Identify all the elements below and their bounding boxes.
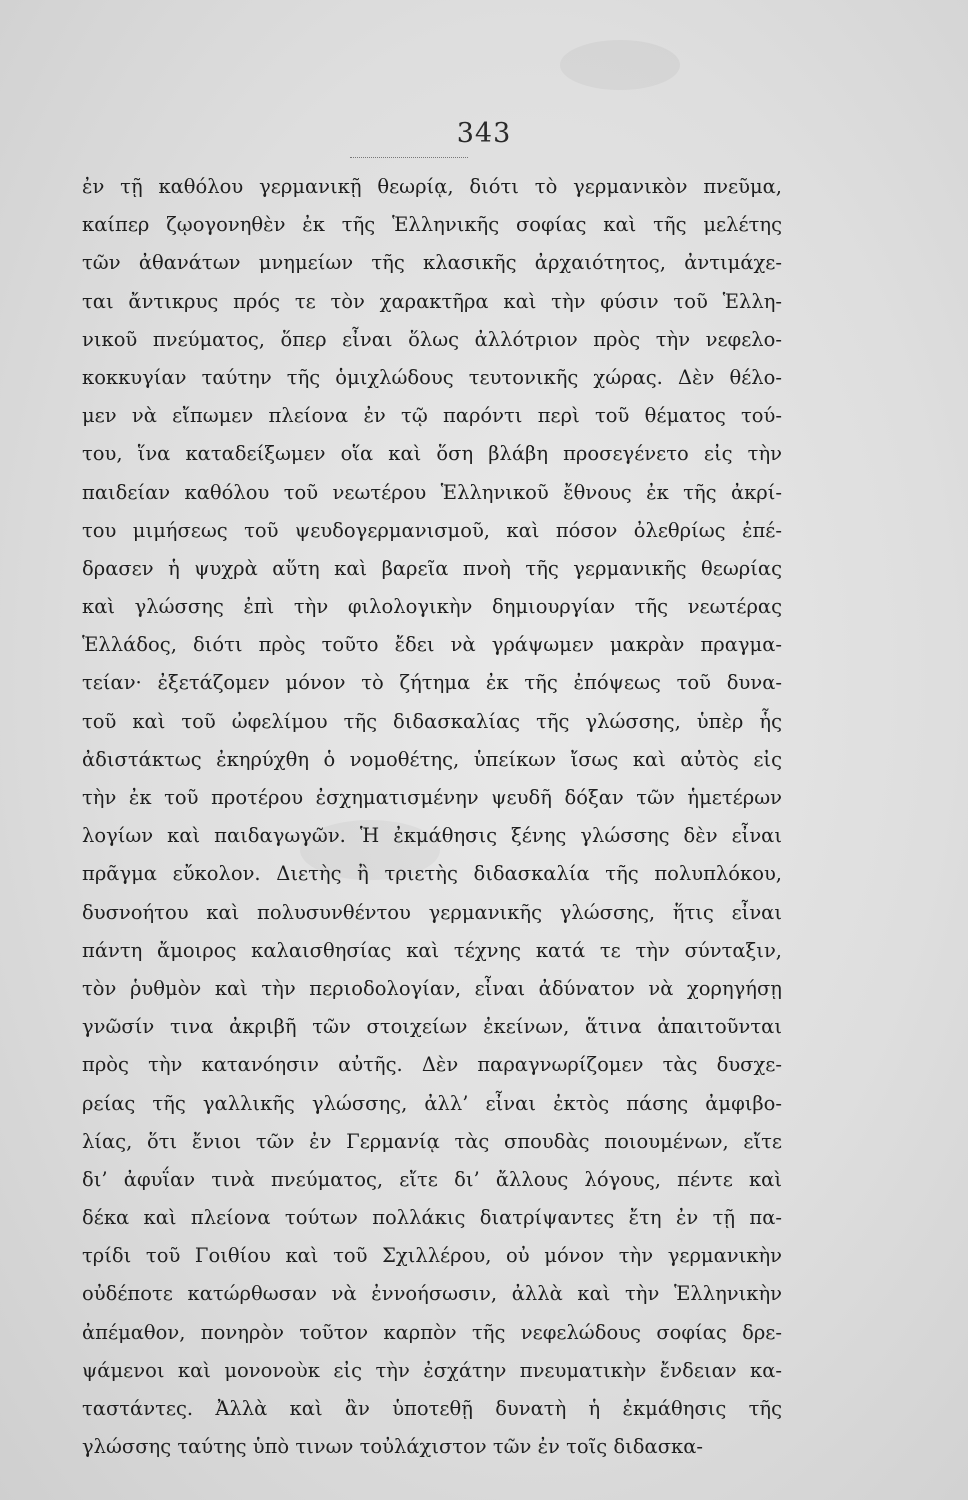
text-line: παιδείαν καθόλου τοῦ νεωτέρου Ἑλληνικοῦ ἔθνους ἐκ τῆς ἀκρί- bbox=[82, 480, 782, 504]
text-line: ψάμενοι καὶ μονονοὺκ εἰς τὴν ἐσχάτην πνευματικὴν ἔνδειαν κα- bbox=[82, 1358, 782, 1382]
text-line: δυσνοήτου καὶ πολυσυνθέντου γερμανικῆς γλώσσης, ἥτις εἶναι bbox=[82, 900, 782, 924]
body-text bbox=[82, 168, 782, 1466]
text-line: τὸν ῥυθμὸν καὶ τὴν περιοδολογίαν, εἶναι ἀδύνατον νὰ χορηγήσῃ bbox=[82, 976, 782, 1000]
text-line: ἀπέμαθον, πονηρὸν τοῦτον καρπὸν τῆς νεφελώδους σοφίας δρε- bbox=[82, 1320, 782, 1344]
text-line: ἀδιστάκτως ἐκηρύχθη ὁ νομοθέτης, ὑπείκων ἴσως καὶ αὐτὸς εἰς bbox=[82, 747, 782, 771]
text-line: πάντη ἄμοιρος καλαισθησίας καὶ τέχνης κατά τε τὴν σύνταξιν, bbox=[82, 938, 782, 962]
text-line: πρᾶγμα εὔκολον. Διετὴς ἢ τριετὴς διδασκαλία τῆς πολυπλόκου, bbox=[82, 862, 782, 886]
text-line: ταστάντες. Ἀλλὰ καὶ ἂν ὑποτεθῇ δυνατὴ ἡ ἐκμάθησις τῆς bbox=[82, 1397, 782, 1420]
text-line: ται ἄντικρυς πρός τε τὸν χαρακτῆρα καὶ τὴν φύσιν τοῦ Ἑλλη- bbox=[82, 289, 782, 313]
header-rule bbox=[350, 157, 468, 158]
text-line: τρίδι τοῦ Γοιθίου καὶ τοῦ Σχιλλέρου, οὐ μόνον τὴν γερμανικὴν bbox=[82, 1244, 782, 1268]
text-line: ρείας τῆς γαλλικῆς γλώσσης, ἀλλ’ εἶναι ἐκτὸς πάσης ἀμφιβο- bbox=[82, 1091, 782, 1115]
text-line: καὶ γλώσσης ἐπὶ τὴν φιλολογικὴν δημιουργίαν τῆς νεωτέρας bbox=[82, 595, 782, 619]
text-line: τῶν ἀθανάτων μνημείων τῆς κλασικῆς ἀρχαιότητος, ἀντιμάχε- bbox=[82, 251, 782, 275]
text-line: τοῦ καὶ τοῦ ὠφελίμου τῆς διδασκαλίας τῆς γλώσσης, ὑπὲρ ἧς bbox=[82, 709, 782, 733]
page-number: 343 bbox=[456, 118, 512, 149]
text-line: δέκα καὶ πλείονα τούτων πολλάκις διατρίψαντες ἔτη ἐν τῇ πα- bbox=[82, 1206, 782, 1230]
paper-stain bbox=[560, 40, 680, 90]
text-line: τείαν· ἐξετάζομεν μόνον τὸ ζήτημα ἐκ τῆς ἐπόψεως τοῦ δυνα- bbox=[82, 671, 782, 695]
text-line: λογίων καὶ παιδαγωγῶν. Ἡ ἐκμάθησις ξένης γλώσσης δὲν εἶναι bbox=[82, 824, 782, 848]
text-line: γνῶσίν τινα ἀκριβῆ τῶν στοιχείων ἐκείνων, ἅτινα ἀπαιτοῦνται bbox=[82, 1015, 782, 1039]
text-line: του, ἵνα καταδείξωμεν οἵα καὶ ὅση βλάβη προσεγένετο εἰς τὴν bbox=[82, 442, 782, 466]
text-line: τὴν ἐκ τοῦ προτέρου ἐσχηματισμένην ψευδῆ δόξαν τῶν ἡμετέρων bbox=[82, 786, 782, 809]
text-line: καίπερ ζῳογονηθὲν ἐκ τῆς Ἑλληνικῆς σοφίας καὶ τῆς μελέτης bbox=[82, 213, 782, 237]
text-line: νικοῦ πνεύματος, ὅπερ εἶναι ὅλως ἀλλότριον πρὸς τὴν νεφελο- bbox=[82, 327, 782, 351]
text-line: μεν νὰ εἴπωμεν πλείονα ἐν τῷ παρόντι περὶ τοῦ θέματος τού- bbox=[82, 404, 782, 428]
text-line: ἐν τῇ καθόλου γερμανικῇ θεωρίᾳ, διότι τὸ γερμανικὸν πνεῦμα, bbox=[82, 175, 782, 198]
text-line: κοκκυγίαν ταύτην τῆς ὁμιχλώδους τευτονικῆς χώρας. Δὲν θέλο- bbox=[82, 365, 782, 389]
text-line: του μιμήσεως τοῦ ψευδογερμανισμοῦ, καὶ πόσον ὀλεθρίως ἐπέ- bbox=[82, 518, 782, 542]
text-line: Ἑλλάδος, διότι πρὸς τοῦτο ἔδει νὰ γράψωμεν μακρὰν πραγμα- bbox=[82, 633, 782, 657]
text-line: οὐδέποτε κατώρθωσαν νὰ ἐννοήσωσιν, ἀλλὰ καὶ τὴν Ἑλληνικὴν bbox=[82, 1282, 782, 1306]
text-line: λίας, ὅτι ἔνιοι τῶν ἐν Γερμανίᾳ τὰς σπουδὰς ποιουμένων, εἴτε bbox=[82, 1129, 782, 1153]
text-line: δι’ ἀφυΐαν τινὰ πνεύματος, εἴτε δι’ ἄλλους λόγους, πέντε καὶ bbox=[82, 1167, 782, 1191]
text-line: γλώσσης ταύτης ὑπὸ τινων τοὐλάχιστον τῶν ἐν τοῖς διδασκα- bbox=[82, 1435, 703, 1459]
text-line: δρασεν ἡ ψυχρὰ αὕτη καὶ βαρεῖα πνοὴ τῆς γερμανικῆς θεωρίας bbox=[82, 556, 782, 580]
text-line: πρὸς τὴν κατανόησιν αὐτῆς. Δὲν παραγνωρίζομεν τὰς δυσχε- bbox=[82, 1053, 782, 1077]
